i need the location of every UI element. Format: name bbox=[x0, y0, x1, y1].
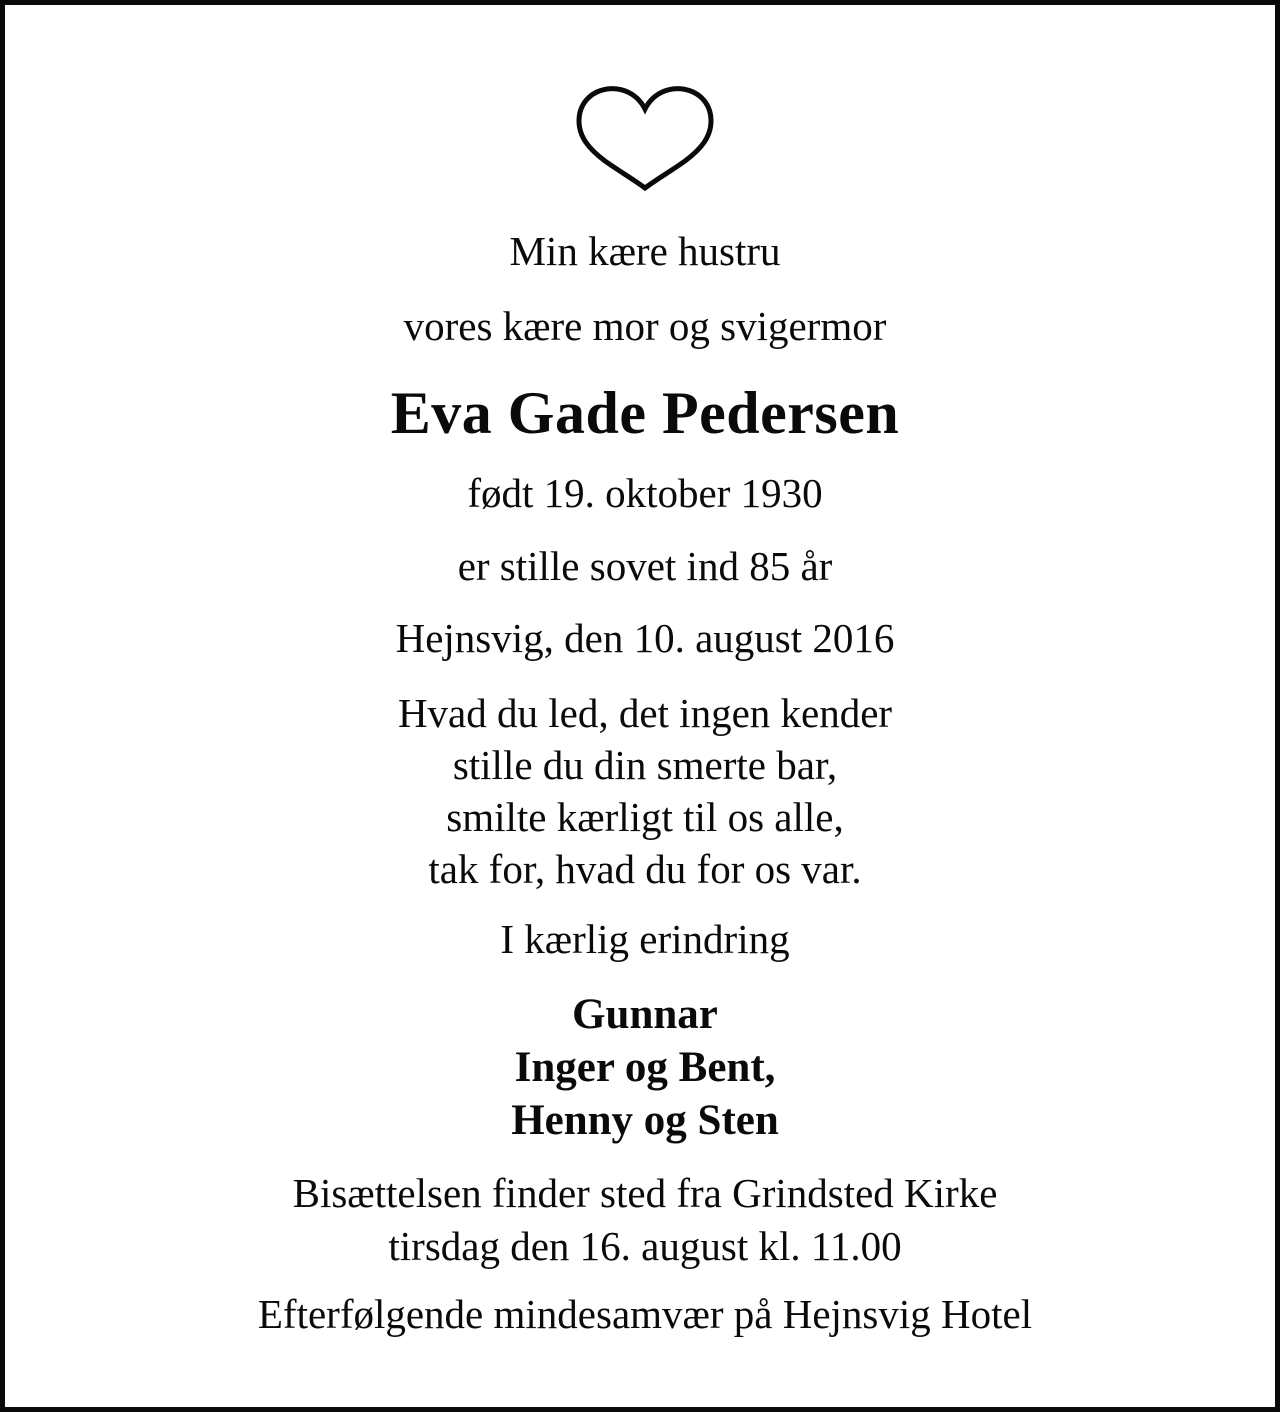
funeral-time: tirsdag den 16. august kl. 11.00 bbox=[388, 1223, 902, 1269]
signers bbox=[5, 988, 1280, 1147]
poem-line: smilte kærligt til os alle, bbox=[446, 794, 844, 840]
signer-name: Inger og Bent, bbox=[514, 1044, 776, 1091]
place-and-date: Hejnsvig, den 10. august 2016 bbox=[395, 615, 895, 661]
memorial-gathering: Efterfølgende mindesamvær på Hejnsvig Hotel bbox=[257, 1291, 1033, 1337]
poem bbox=[5, 687, 1280, 895]
poem-line: stille du din smerte bar, bbox=[452, 742, 838, 788]
signer-name: Gunnar bbox=[572, 991, 718, 1038]
remembrance-line: I kærlig erindring bbox=[500, 916, 790, 962]
funeral-location: Bisættelsen finder sted fra Grindsted Kirke bbox=[292, 1170, 998, 1216]
intro-line-1: Min kære hustru bbox=[509, 228, 781, 274]
poem-line: Hvad du led, det ingen kender bbox=[397, 690, 893, 736]
deceased-name: Eva Gade Pedersen bbox=[390, 380, 900, 446]
signer-name: Henny og Sten bbox=[511, 1097, 779, 1144]
poem-line: tak for, hvad du for os var. bbox=[428, 846, 862, 892]
funeral-details bbox=[5, 1167, 1280, 1273]
heart-outline-icon bbox=[575, 85, 715, 191]
intro-line-2: vores kære mor og svigermor bbox=[403, 303, 887, 349]
birth-date: født 19. oktober 1930 bbox=[467, 470, 823, 516]
age-at-passing: er stille sovet ind 85 år bbox=[457, 543, 833, 589]
